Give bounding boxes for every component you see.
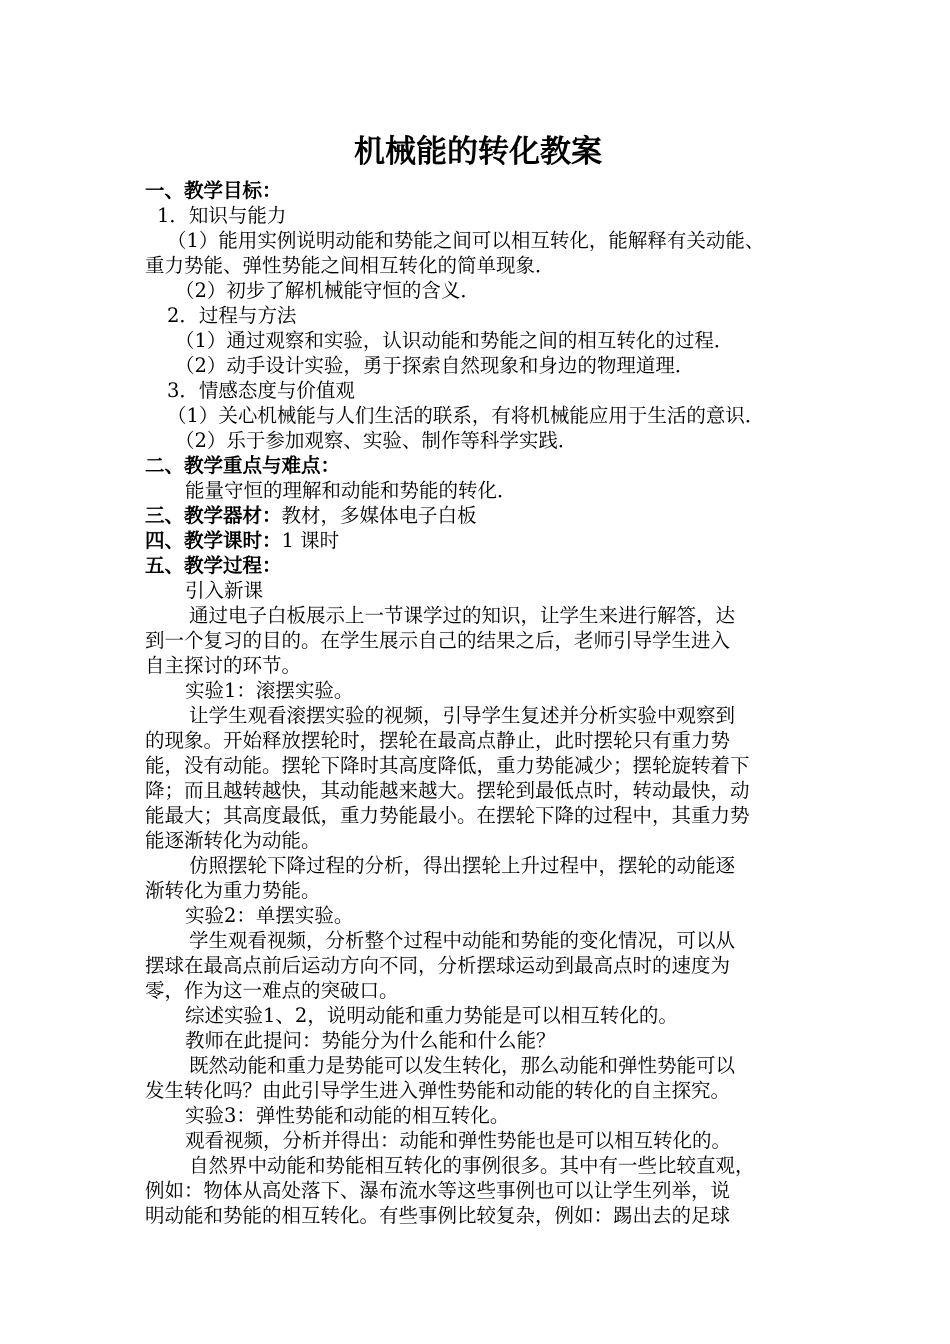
subheading-attitude: 3．情感态度与价值观 [167,379,355,402]
paragraph-line: 的现象。开始释放摆轮时，摆轮在最高点静止，此时摆轮只有重力势 [145,729,731,752]
subheading-process: 2．过程与方法 [167,304,297,327]
objective-item: （1）关心机械能与人们生活的联系，有将机械能应用于生活的意识． [167,404,765,427]
section-hours [145,528,811,553]
paragraph-line: 自然界中动能和势能相互转化的事例很多。其中有一些比较直观， [189,1154,755,1177]
objective-item: （1）通过观察和实验，认识动能和势能之间的相互转化的过程． [175,329,734,352]
paragraph-line: 摆球在最高点前后运动方向不同，分析摆球运动到最高点时的速度为 [145,954,731,977]
objective-item: （2）乐于参加观察、实验、制作等科学实践． [175,429,578,452]
document-title: 机械能的转化教案 [354,134,602,170]
paragraph-line: 降；而且越转越快，其动能越来越大。摆轮到最低点时，转动最快，动 [145,779,750,802]
paragraph-line: 能最大；其高度最低，重力势能最小。在摆轮下降的过程中，其重力势 [145,804,750,827]
experiment-label: 实验1：滚摆实验。 [185,679,354,702]
paragraph [145,703,811,853]
paragraph-line: 能逐渐转化为动能。 [145,829,321,852]
paragraph-line: 渐转化为重力势能。 [145,879,321,902]
objective-item: 重力势能、弹性势能之间相互转化的简单现象． [145,254,555,277]
paragraph-line: 通过电子白板展示上一节课学过的知识，让学生来进行解答，达 [189,604,736,627]
paragraph-line: 零，作为这一难点的突破口。 [145,979,399,1002]
document-page [145,128,811,1228]
section-heading-materials: 三、教学器材： [145,504,282,527]
section-materials [145,503,811,528]
paragraph-line: 让学生观看滚摆实验的视频，引导学生复述并分析实验中观察到 [189,704,736,727]
materials-text: 教材，多媒体电子白板 [281,504,477,527]
paragraph [145,603,811,678]
paragraph-line: 综述实验1、2，说明动能和重力势能是可以相互转化的。 [185,1004,678,1027]
key-points-text: 能量守恒的理解和动能和势能的转化． [185,479,517,502]
paragraph [145,853,811,903]
paragraph-line: 仿照摆轮下降过程的分析，得出摆轮上升过程中，摆轮的动能逐 [189,854,736,877]
objective-item: （1）能用实例说明动能和势能之间可以相互转化，能解释有关动能、 [167,229,765,252]
objective-item: （2）初步了解机械能守恒的含义． [175,279,480,302]
experiment-label: 实验3：弹性势能和动能的相互转化。 [185,1104,510,1127]
subheading-knowledge: 1．知识与能力 [157,204,287,227]
section-heading-process: 五、教学过程： [145,554,282,577]
paragraph-line: 学生观看视频，分析整个过程中动能和势能的变化情况，可以从 [189,929,736,952]
paragraph-line: 自主探讨的环节。 [145,654,302,677]
paragraph-line: 例如：物体从高处落下、瀑布流水等这些事例也可以让学生列举，说 [145,1179,731,1202]
hours-text: 1 课时 [281,529,340,552]
paragraph [145,928,811,1003]
section-heading-key-points: 二、教学重点与难点： [145,454,341,477]
paragraph [145,1153,811,1228]
paragraph [145,1053,811,1103]
paragraph-line: 发生转化吗？由此引导学生进入弹性势能和动能的转化的自主探究。 [145,1079,731,1102]
paragraph-line: 到一个复习的目的。在学生展示自己的结果之后，老师引导学生进入 [145,629,731,652]
objective-item: （2）动手设计实验，勇于探索自然现象和身边的物理道理． [175,354,695,377]
paragraph-line: 能，没有动能。摆轮下降时其高度降低，重力势能减少；摆轮旋转着下 [145,754,750,777]
paragraph-line: 教师在此提问：势能分为什么能和什么能？ [185,1029,556,1052]
section-heading-objectives: 一、教学目标： [145,179,282,202]
paragraph-line: 明动能和势能的相互转化。有些事例比较复杂，例如：踢出去的足球 [145,1204,731,1227]
experiment-label: 实验2：单摆实验。 [185,904,354,927]
paragraph-line: 观看视频，分析并得出：动能和弹性势能也是可以相互转化的。 [185,1129,732,1152]
intro-label: 引入新课 [185,579,264,602]
paragraph-line: 既然动能和重力是势能可以发生转化，那么动能和弹性势能可以 [189,1054,736,1077]
section-heading-hours: 四、教学课时： [145,529,282,552]
